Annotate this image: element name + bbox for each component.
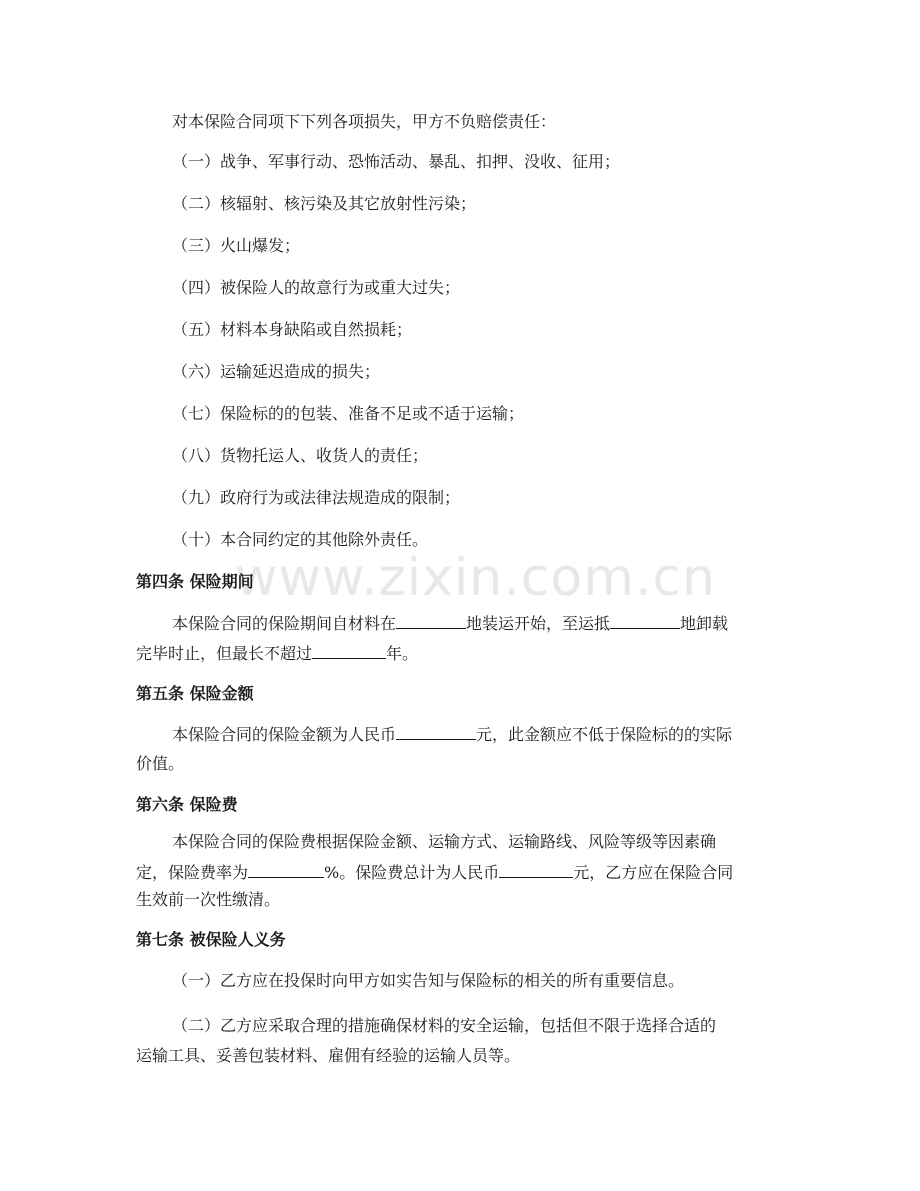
exclusion-item: （八）货物托运人、收货人的责任； xyxy=(172,446,429,465)
text-span: 完毕时止，但最长不超过 xyxy=(136,644,313,663)
obligation-item: （二）乙方应采取合理的措施确保材料的安全运输，包括但不限于选择合适的 xyxy=(172,1016,717,1035)
text-span: 本保险合同的保险期间自材料在 xyxy=(172,614,397,633)
exclusion-item: （六）运输延迟造成的损失； xyxy=(172,362,381,381)
fill-blank[interactable] xyxy=(499,862,573,878)
fill-blank[interactable] xyxy=(610,613,680,629)
exclusion-item: （五）材料本身缺陷或自然损耗； xyxy=(172,320,413,339)
obligation-item-continued: 运输工具、妥善包装材料、雇佣有经验的运输人员等。 xyxy=(136,1046,521,1065)
watermark: www.zixin.com.cn xyxy=(235,548,716,608)
exclusion-item: （二）核辐射、核污染及其它放射性污染； xyxy=(172,194,477,213)
article-7-heading: 第七条 被保险人义务 xyxy=(136,930,286,949)
text-span: 地卸载 xyxy=(680,614,729,633)
text-span: 年。 xyxy=(386,644,419,663)
article-5-heading: 第五条 保险金额 xyxy=(136,684,254,703)
text-span: 元，此金额应不低于保险标的的实际 xyxy=(476,725,733,744)
exclusion-item: （七）保险标的的包装、准备不足或不适于运输； xyxy=(172,404,525,423)
article-5-paragraph-line-1 xyxy=(172,724,822,745)
fill-blank[interactable] xyxy=(396,613,466,629)
exclusion-item: （十）本合同约定的其他除外责任。 xyxy=(172,530,429,549)
text-span: 定，保险费率为 xyxy=(136,863,249,882)
text-span: %。保险费总计为人民币 xyxy=(324,863,500,882)
exclusion-item: （三）火山爆发； xyxy=(172,236,301,255)
text-span: 元，乙方应在保险合同 xyxy=(573,863,734,882)
text-span: 地装运开始，至运抵 xyxy=(466,614,611,633)
exclusions-intro: 对本保险合同项下下列各项损失，甲方不负赔偿责任： xyxy=(172,112,557,131)
fill-blank[interactable] xyxy=(248,862,324,878)
article-5-paragraph-line-2: 价值。 xyxy=(136,754,185,773)
exclusion-item: （一）战争、军事行动、恐怖活动、暴乱、扣押、没收、征用； xyxy=(172,152,621,171)
fill-blank[interactable] xyxy=(396,724,476,740)
article-6-paragraph-line-1: 本保险合同的保险费根据保险金额、运输方式、运输路线、风险等级等因素确 xyxy=(172,832,717,851)
article-6-paragraph-line-3: 生效前一次性缴清。 xyxy=(136,890,281,909)
text-span: 本保险合同的保险金额为人民币 xyxy=(172,725,397,744)
article-6-paragraph-line-2 xyxy=(136,862,786,883)
article-4-paragraph-line-2 xyxy=(136,643,786,664)
article-4-heading: 第四条 保险期间 xyxy=(136,572,254,591)
article-4-paragraph-line-1 xyxy=(172,613,822,634)
obligation-item: （一）乙方应在投保时向甲方如实告知与保险标的相关的所有重要信息。 xyxy=(172,971,685,990)
article-6-heading: 第六条 保险费 xyxy=(136,795,238,814)
exclusion-item: （九）政府行为或法律法规造成的限制； xyxy=(172,488,461,507)
fill-blank[interactable] xyxy=(312,643,386,659)
exclusion-item: （四）被保险人的故意行为或重大过失； xyxy=(172,278,461,297)
